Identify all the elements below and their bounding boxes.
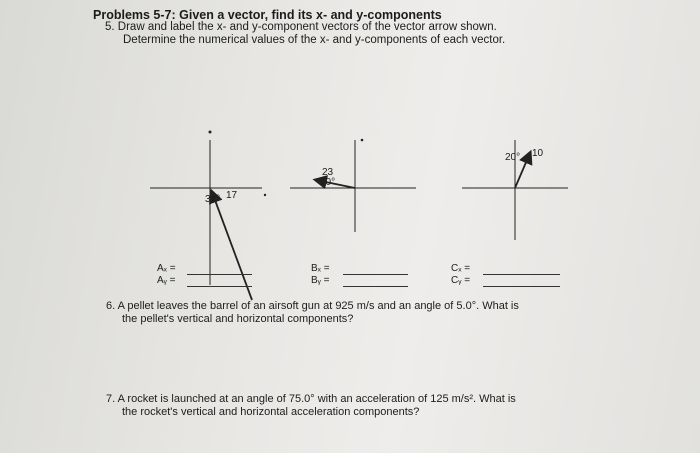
diagram-a-vector-arrow [212,192,252,300]
diagram-b-axis-dot [361,139,364,142]
diagram-a-axis-dot-right [264,194,266,196]
answer-bx-blank[interactable] [343,274,408,275]
answer-ay-label: Aᵧ = [157,275,176,286]
answer-ay-blank[interactable] [187,286,252,287]
answer-bx-label: Bₓ = [311,263,330,274]
diagram-a-magnitude-label: 17 [226,190,238,201]
page-title: Problems 5-7: Given a vector, find its x- and y-components [93,8,442,22]
diagram-c-magnitude-label: 10 [532,148,544,159]
diagram-b-angle-label: 10° [320,177,336,188]
answer-cy-blank[interactable] [483,286,560,287]
answer-by-blank[interactable] [343,286,408,287]
answer-by-label: Bᵧ = [311,275,330,286]
answer-cx-label: Cₓ = [451,263,471,274]
answer-cx-blank[interactable] [483,274,560,275]
question-6 [106,300,519,326]
answer-cy-label: Cᵧ = [451,275,471,286]
answer-ax-label: Aₓ = [157,263,176,274]
diagram-a-angle-label: 34° [205,194,221,205]
question-6-line-2: the pellet's vertical and horizontal components? [122,313,354,325]
diagram-a-axis-dot [209,131,212,134]
question-7-line-1: 7. A rocket is launched at an angle of 75.0° with an acceleration of 125 m/s². What is [106,393,516,405]
question-7-line-2: the rocket's vertical and horizontal acceleration components? [122,406,420,418]
diagram-c-angle-label: 20° [505,152,521,163]
instruction-line-2: Determine the numerical values of the x- and y-components of each vector. [123,34,506,46]
question-7 [106,393,516,419]
diagram-b-magnitude-label: 23 [322,167,334,178]
question-6-line-1: 6. A pellet leaves the barrel of an airsoft gun at 925 m/s and an angle of 5.0°. What is [106,300,519,312]
instruction-line-1: 5. Draw and label the x- and y-component vectors of the vector arrow shown. [105,21,497,33]
diagram-b [290,139,416,232]
answer-ax-blank[interactable] [187,274,252,275]
